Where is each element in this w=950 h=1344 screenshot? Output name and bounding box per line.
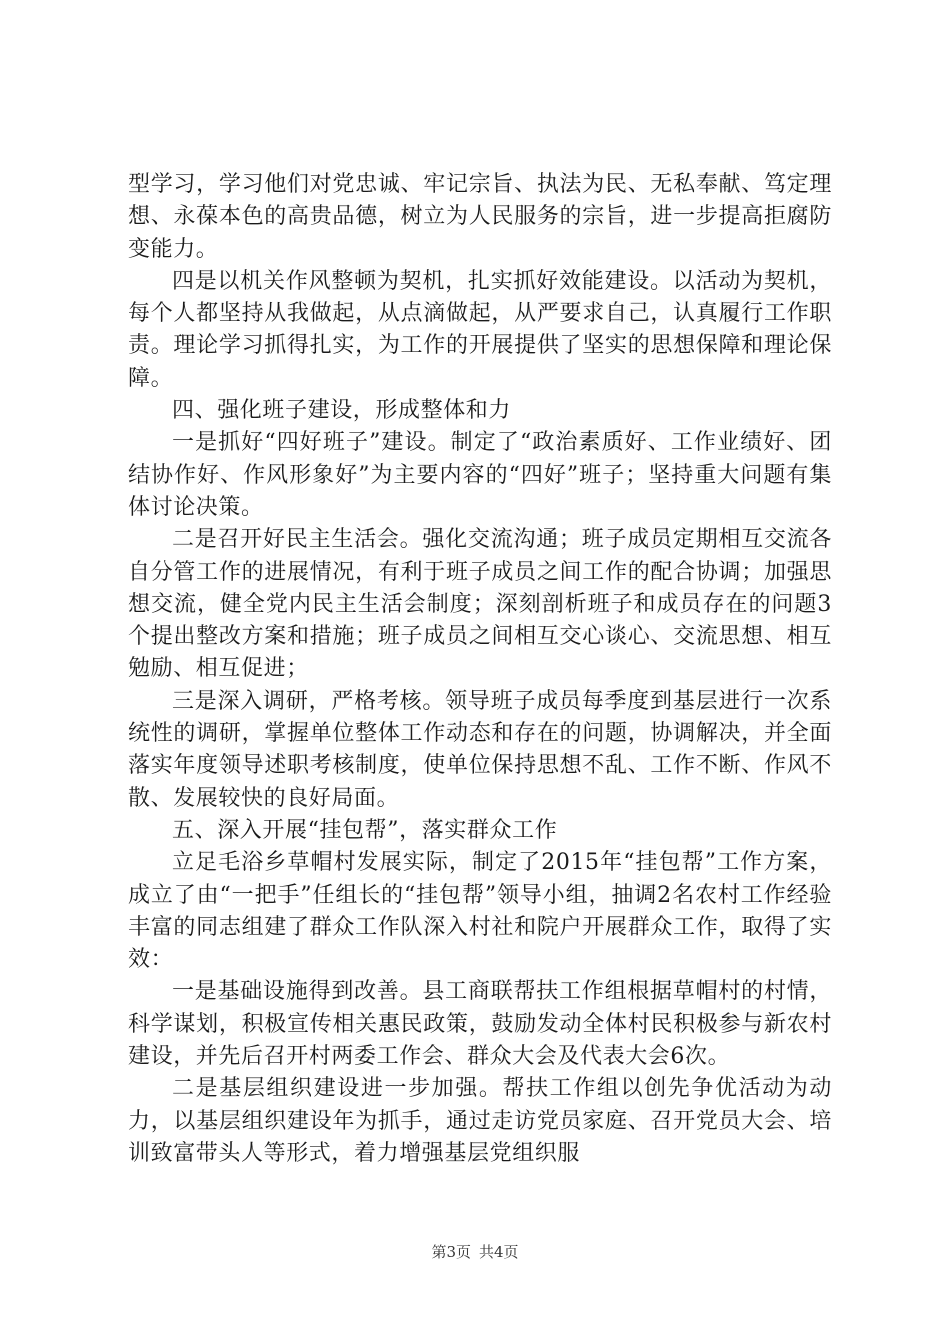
page-total: 共4页 [479,1243,519,1261]
paragraph-4: 二是召开好民主生活会。强化交流沟通；班子成员定期相互交流各自分管工作的进展情况，有利于班子成员之间工作的配合协调；加强思想交流，健全党内民主生活会制度；深刻剖析班子和成员存在的问题3个提出整改方案和措施；班子成员之间相互交心谈心、交流思想、相互勉励、相互促进； [128,527,832,682]
paragraph-7: 一是基础设施得到改善。县工商联帮扶工作组根据草帽村的村情，科学谋划，积极宣传相关惠民政策，鼓励发动全体村民积极参与新农村建设，并先后召开村两委工作会、群众大会及代表大会6次。 [128,979,832,1070]
document-body [128,169,832,1170]
section-heading-4: 四、强化班子建设，形成整体和力 [172,398,512,424]
paragraph-5: 三是深入调研，严格考核。领导班子成员每季度到基层进行一次系统性的调研，掌握单位整体工作动态和存在的问题，协调解决，并全面落实年度领导述职考核制度，使单位保持思想不乱、工作不断、作风不散、发展较快的良好局面。 [128,688,832,811]
paragraph-8: 二是基层组织建设进一步加强。帮扶工作组以创先争优活动为动力，以基层组织建设年为抓手，通过走访党员家庭、召开党员大会、培训致富带头人等形式，着力增强基层党组织服 [128,1076,832,1166]
page-number: 第3页 [431,1243,471,1261]
section-heading-5: 五、深入开展“挂包帮”，落实群众工作 [172,817,558,843]
paragraph-2: 四是以机关作风整顿为契机，扎实抓好效能建设。以活动为契机，每个人都坚持从我做起，从点滴做起，从严要求自己，认真履行工作职责。理论学习抓得扎实，为工作的开展提供了坚实的思想保障和理论保障。 [128,268,832,391]
paragraph-6: 立足毛浴乡草帽村发展实际，制定了2015年“挂包帮”工作方案，成立了由“一把手”任组长的“挂包帮”领导小组，抽调2名农村工作经验丰富的同志组建了群众工作队深入村社和院户开展群众工作，取得了实效： [128,850,832,973]
paragraph-1: 型学习，学习他们对党忠诚、牢记宗旨、执法为民、无私奉献、笃定理想、永葆本色的高贵品德，树立为人民服务的宗旨，进一步提高拒腐防变能力。 [128,172,832,262]
paragraph-3: 一是抓好“四好班子”建设。制定了“政治素质好、工作业绩好、团结协作好、作风形象好”为主要内容的“四好”班子；坚持重大问题有集体讨论决策。 [128,430,832,520]
page-footer [0,1242,950,1262]
